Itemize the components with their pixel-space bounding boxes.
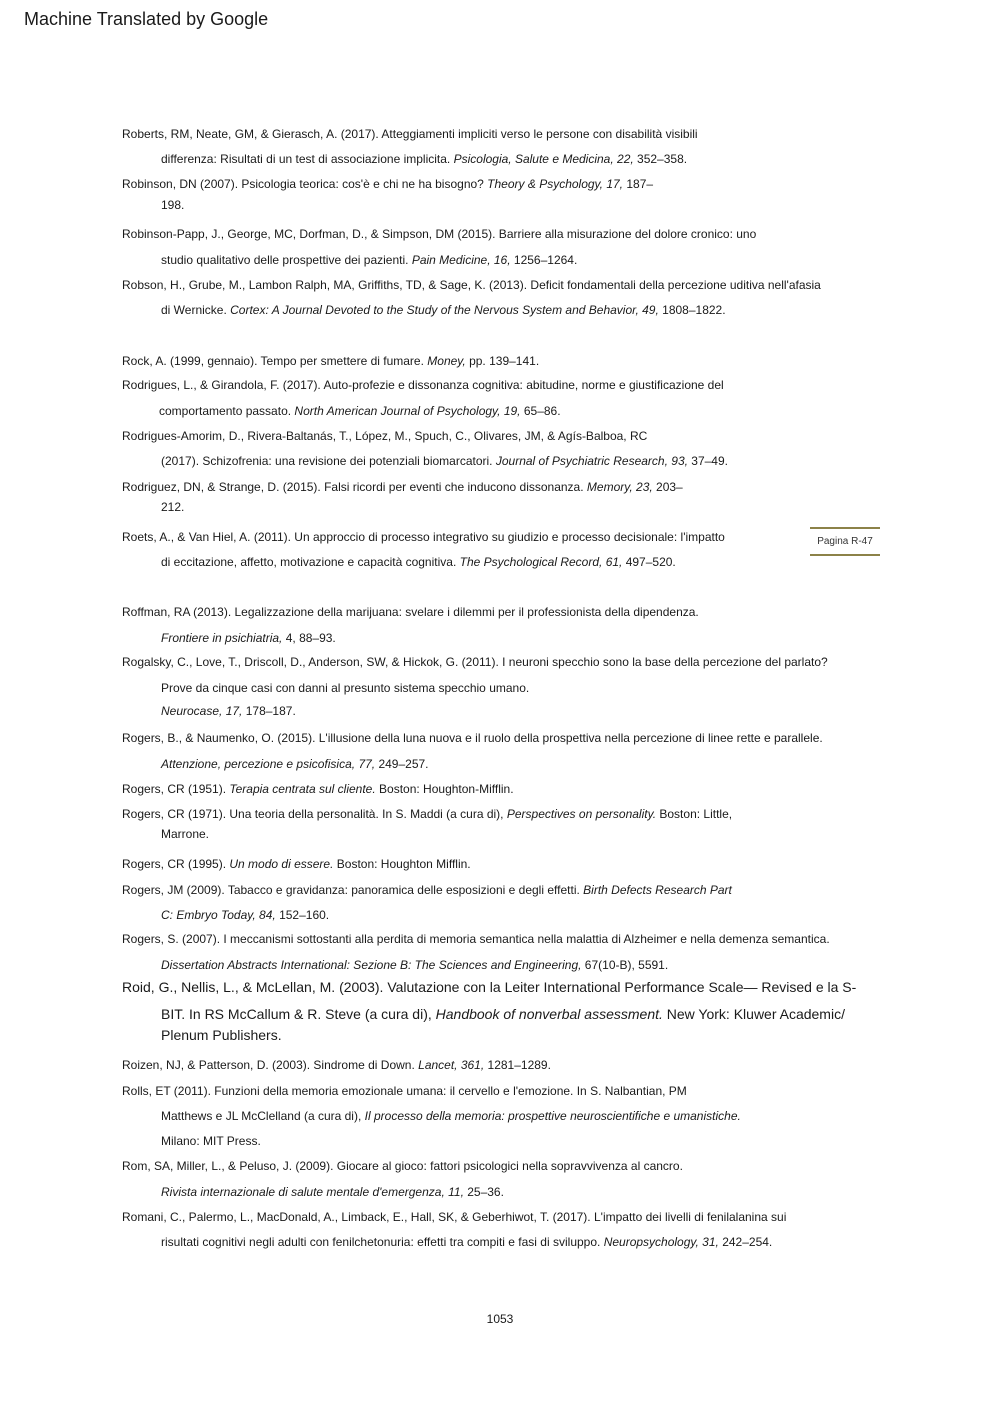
citation-text: Rogers, B., & Naumenko, O. (2015). L'illusione della luna nuova e il ruolo della prospettiva nella percezione di linee rette e parallele. bbox=[122, 731, 823, 745]
ref-roffman-line-1 bbox=[122, 604, 699, 620]
ref-rogers-jm-line-2 bbox=[161, 907, 329, 923]
ref-rogers-b-line-1 bbox=[122, 730, 823, 746]
ref-roberts-line-2 bbox=[161, 151, 687, 167]
ref-rodrigues-amorim-line-2 bbox=[161, 453, 728, 469]
ref-rodrigues-amorim-line-1 bbox=[122, 428, 647, 444]
citation-text: Robinson-Papp, J., George, MC, Dorfman, D., & Simpson, DM (2015). Barriere alla misurazione del dolore cronico: uno bbox=[122, 227, 757, 241]
citation-text: 4, 88–93. bbox=[282, 631, 336, 645]
ref-rogalsky-line-2 bbox=[161, 680, 529, 696]
ref-romani-line-1 bbox=[122, 1209, 786, 1225]
ref-robinson-papp-line-2 bbox=[161, 252, 577, 268]
page-marker-badge: Pagina R-47 bbox=[810, 527, 880, 556]
ref-rolls-line-3 bbox=[161, 1133, 261, 1149]
ref-rodriguez-line-2 bbox=[161, 499, 184, 515]
ref-roberts-line-1 bbox=[122, 126, 698, 142]
ref-rogers-s-line-2 bbox=[161, 957, 668, 973]
ref-rogers-cr-1971-line-2 bbox=[161, 826, 209, 842]
ref-rogers-jm-line-1 bbox=[122, 882, 732, 898]
citation-italic-text: Cortex: A Journal Devoted to the Study of the Nervous System and Behavior, 49, bbox=[230, 303, 659, 317]
citation-italic-text: Memory, 23, bbox=[586, 480, 653, 494]
citation-text: 25–36. bbox=[463, 1185, 504, 1199]
citation-text: Robinson, DN (2007). Psicologia teorica: cos'è e chi ne ha bisogno? bbox=[122, 177, 488, 191]
citation-italic-text: Attenzione, percezione e psicofisica, 77, bbox=[161, 757, 376, 771]
citation-text: 497–520. bbox=[622, 555, 676, 569]
citation-italic-text: Birth Defects Research Part bbox=[583, 883, 732, 897]
ref-rogers-cr-1995-line-1 bbox=[122, 856, 471, 872]
citation-italic-text: Psicologia, Salute e Medicina, 22, bbox=[453, 152, 634, 166]
citation-italic-text: Theory & Psychology, 17, bbox=[487, 177, 624, 191]
ref-rolls-line-2 bbox=[161, 1108, 741, 1124]
citation-italic-text: Money, bbox=[427, 354, 466, 368]
ref-romani-line-2 bbox=[161, 1234, 772, 1250]
ref-robson-line-2 bbox=[161, 302, 726, 318]
citation-italic-text: Lancet, 361, bbox=[418, 1058, 485, 1072]
citation-text: 1256–1264. bbox=[510, 253, 578, 267]
ref-rom-line-2 bbox=[161, 1184, 504, 1200]
citation-text: Rodriguez, DN, & Strange, D. (2015). Falsi ricordi per eventi che inducono dissonanza. bbox=[122, 480, 587, 494]
citation-text: Rogalsky, C., Love, T., Driscoll, D., Anderson, SW, & Hickok, G. (2011). I neuroni specchio sono la base della percezione del parlato? bbox=[122, 655, 828, 669]
citation-italic-text: Un modo di essere. bbox=[229, 857, 334, 871]
ref-rom-line-1 bbox=[122, 1158, 683, 1174]
citation-text: Rogers, CR (1951). bbox=[122, 782, 230, 796]
citation-text: Rodrigues-Amorim, D., Rivera-Baltanás, T., López, M., Spuch, C., Olivares, JM, & Agís-Balboa, RC bbox=[122, 429, 648, 443]
citation-text: Roberts, RM, Neate, GM, & Gierasch, A. (2017). Atteggiamenti impliciti verso le persone con disabilità visibili bbox=[122, 127, 698, 141]
ref-rogers-cr-1951-line-1 bbox=[122, 781, 514, 797]
citation-text: Robson, H., Grube, M., Lambon Ralph, MA, Griffiths, TD, & Sage, K. (2013). Deficit fondamentali della percezione uditiva nell'afasia bbox=[122, 278, 821, 292]
citation-text: di eccitazione, affetto, motivazione e capacità cognitiva. bbox=[161, 555, 460, 569]
ref-roffman-line-2 bbox=[161, 630, 336, 646]
citation-italic-text: North American Journal of Psychology, 19, bbox=[294, 404, 521, 418]
ref-rogalsky-line-1 bbox=[122, 654, 828, 670]
citation-text: 203– bbox=[652, 480, 683, 494]
citation-italic-text: Perspectives on personality. bbox=[506, 807, 657, 821]
citation-text: New York: Kluwer Academic/ bbox=[662, 1006, 845, 1022]
citation-text: Boston: Houghton-Mifflin. bbox=[375, 782, 514, 796]
ref-robinson-dn-line-2 bbox=[161, 197, 184, 213]
citation-text: Rogers, JM (2009). Tabacco e gravidanza: panoramica delle esposizioni e degli effetti. bbox=[122, 883, 584, 897]
citation-text: Boston: Houghton Mifflin. bbox=[333, 857, 471, 871]
ref-rogers-cr-1971-line-1 bbox=[122, 806, 732, 822]
citation-text: 1281–1289. bbox=[484, 1058, 551, 1072]
ref-roid-line-1 bbox=[122, 978, 856, 996]
ref-rolls-line-1 bbox=[122, 1083, 687, 1099]
citation-text: 37–49. bbox=[687, 454, 728, 468]
ref-rogers-s-line-1 bbox=[122, 931, 830, 947]
citation-italic-text: Pain Medicine, 16, bbox=[411, 253, 511, 267]
citation-text: Rolls, ET (2011). Funzioni della memoria emozionale umana: il cervello e l'emozione. In S. Nalbantian, PM bbox=[122, 1084, 687, 1098]
ref-robinson-papp-line-1 bbox=[122, 226, 756, 242]
citation-text: 242–254. bbox=[718, 1235, 773, 1249]
citation-italic-text: Rivista internazionale di salute mentale d'emergenza, 11, bbox=[161, 1185, 464, 1199]
citation-text: Roffman, RA (2013). Legalizzazione della marijuana: svelare i dilemmi per il professionista della dipendenza. bbox=[122, 605, 699, 619]
page-number: 1053 bbox=[486, 1312, 514, 1326]
citation-text: 152–160. bbox=[275, 908, 330, 922]
citation-text: 187– bbox=[623, 177, 654, 191]
citation-text: 178–187. bbox=[242, 704, 296, 718]
citation-text: 198. bbox=[161, 198, 185, 212]
citation-text: pp. 139–141. bbox=[465, 354, 540, 368]
citation-italic-text: Handbook of nonverbal assessment. bbox=[435, 1006, 663, 1022]
citation-text: 67(10-B), 5591. bbox=[581, 958, 669, 972]
citation-text: Roizen, NJ, & Patterson, D. (2003). Sindrome di Down. bbox=[122, 1058, 419, 1072]
machine-translation-watermark: Machine Translated by Google bbox=[24, 9, 269, 29]
ref-roid-line-2 bbox=[161, 1005, 845, 1023]
citation-text: risultati cognitivi negli adulti con fenilchetonuria: effetti tra compiti e fasi di sviluppo. bbox=[161, 1235, 604, 1249]
citation-text: 1808–1822. bbox=[658, 303, 726, 317]
citation-text: Roets, A., & Van Hiel, A. (2011). Un approccio di processo integrativo su giudizio e processo decisionale: l'impatto bbox=[122, 530, 725, 544]
ref-rodrigues-line-2 bbox=[159, 403, 561, 419]
citation-text: Romani, C., Palermo, L., MacDonald, A., Limback, E., Hall, SK, & Geberhiwot, T. (2017). L'impatto dei livelli di fenilalanina sui bbox=[122, 1210, 787, 1224]
citation-italic-text: Journal of Psychiatric Research, 93, bbox=[495, 454, 688, 468]
citation-italic-text: Neurocase, 17, bbox=[161, 704, 243, 718]
citation-text: Boston: Little, bbox=[656, 807, 733, 821]
ref-rodrigues-line-1 bbox=[122, 377, 724, 393]
citation-italic-text: C: Embryo Today, 84, bbox=[161, 908, 276, 922]
ref-rogers-b-line-2 bbox=[161, 756, 429, 772]
ref-robson-line-1 bbox=[122, 277, 821, 293]
citation-text: Rock, A. (1999, gennaio). Tempo per smettere di fumare. bbox=[122, 354, 428, 368]
citation-text: Milano: MIT Press. bbox=[161, 1134, 261, 1148]
citation-text: Marrone. bbox=[161, 827, 210, 841]
citation-italic-text: The Psychological Record, 61, bbox=[459, 555, 623, 569]
ref-roid-line-3 bbox=[161, 1026, 282, 1044]
citation-text: (2017). Schizofrenia: una revisione dei potenziali biomarcatori. bbox=[161, 454, 496, 468]
citation-text: Plenum Publishers. bbox=[161, 1027, 282, 1043]
ref-roets-line-2 bbox=[161, 554, 676, 570]
citation-italic-text: Frontiere in psichiatria, bbox=[161, 631, 283, 645]
citation-italic-text: Terapia centrata sul cliente. bbox=[229, 782, 376, 796]
citation-text: comportamento passato. bbox=[159, 404, 295, 418]
ref-rogalsky-line-3 bbox=[161, 703, 296, 719]
citation-text: 65–86. bbox=[520, 404, 561, 418]
citation-text: differenza: Risultati di un test di associazione implicita. bbox=[161, 152, 454, 166]
citation-text: Matthews e JL McClelland (a cura di), bbox=[161, 1109, 365, 1123]
citation-text: di Wernicke. bbox=[161, 303, 231, 317]
citation-text: Roid, G., Nellis, L., & McLellan, M. (2003). Valutazione con la Leiter International Performance Scale— Revised e la S- bbox=[122, 979, 857, 995]
citation-italic-text: Neuropsychology, 31, bbox=[603, 1235, 719, 1249]
ref-roizen-line-1 bbox=[122, 1057, 551, 1073]
citation-text: 249–257. bbox=[375, 757, 429, 771]
ref-rodriguez-line-1 bbox=[122, 479, 683, 495]
citation-text: Prove da cinque casi con danni al presunto sistema specchio umano. bbox=[161, 681, 530, 695]
ref-roets-line-1 bbox=[122, 529, 725, 545]
citation-text: 212. bbox=[161, 500, 185, 514]
ref-rock-line-1 bbox=[122, 353, 539, 369]
citation-text: Rom, SA, Miller, L., & Peluso, J. (2009). Giocare al gioco: fattori psicologici nella sopravvivenza al cancro. bbox=[122, 1159, 683, 1173]
ref-robinson-dn-line-1 bbox=[122, 176, 653, 192]
citation-italic-text: Il processo della memoria: prospettive neuroscientifiche e umanistiche. bbox=[364, 1109, 741, 1123]
citation-text: 352–358. bbox=[633, 152, 688, 166]
citation-italic-text: Dissertation Abstracts International: Sezione B: The Sciences and Engineering, bbox=[161, 958, 582, 972]
citation-text: Rodrigues, L., & Girandola, F. (2017). Auto-profezie e dissonanza cognitiva: abitudine, norme e giustificazione del bbox=[122, 378, 724, 392]
citation-text: studio qualitativo delle prospettive dei pazienti. bbox=[161, 253, 412, 267]
citation-text: Rogers, S. (2007). I meccanismi sottostanti alla perdita di memoria semantica nella malattia di Alzheimer e nella demenza semantica. bbox=[122, 932, 830, 946]
citation-text: Rogers, CR (1995). bbox=[122, 857, 230, 871]
citation-text: Rogers, CR (1971). Una teoria della personalità. In S. Maddi (a cura di), bbox=[122, 807, 507, 821]
citation-text: BIT. In RS McCallum & R. Steve (a cura di), bbox=[161, 1006, 436, 1022]
